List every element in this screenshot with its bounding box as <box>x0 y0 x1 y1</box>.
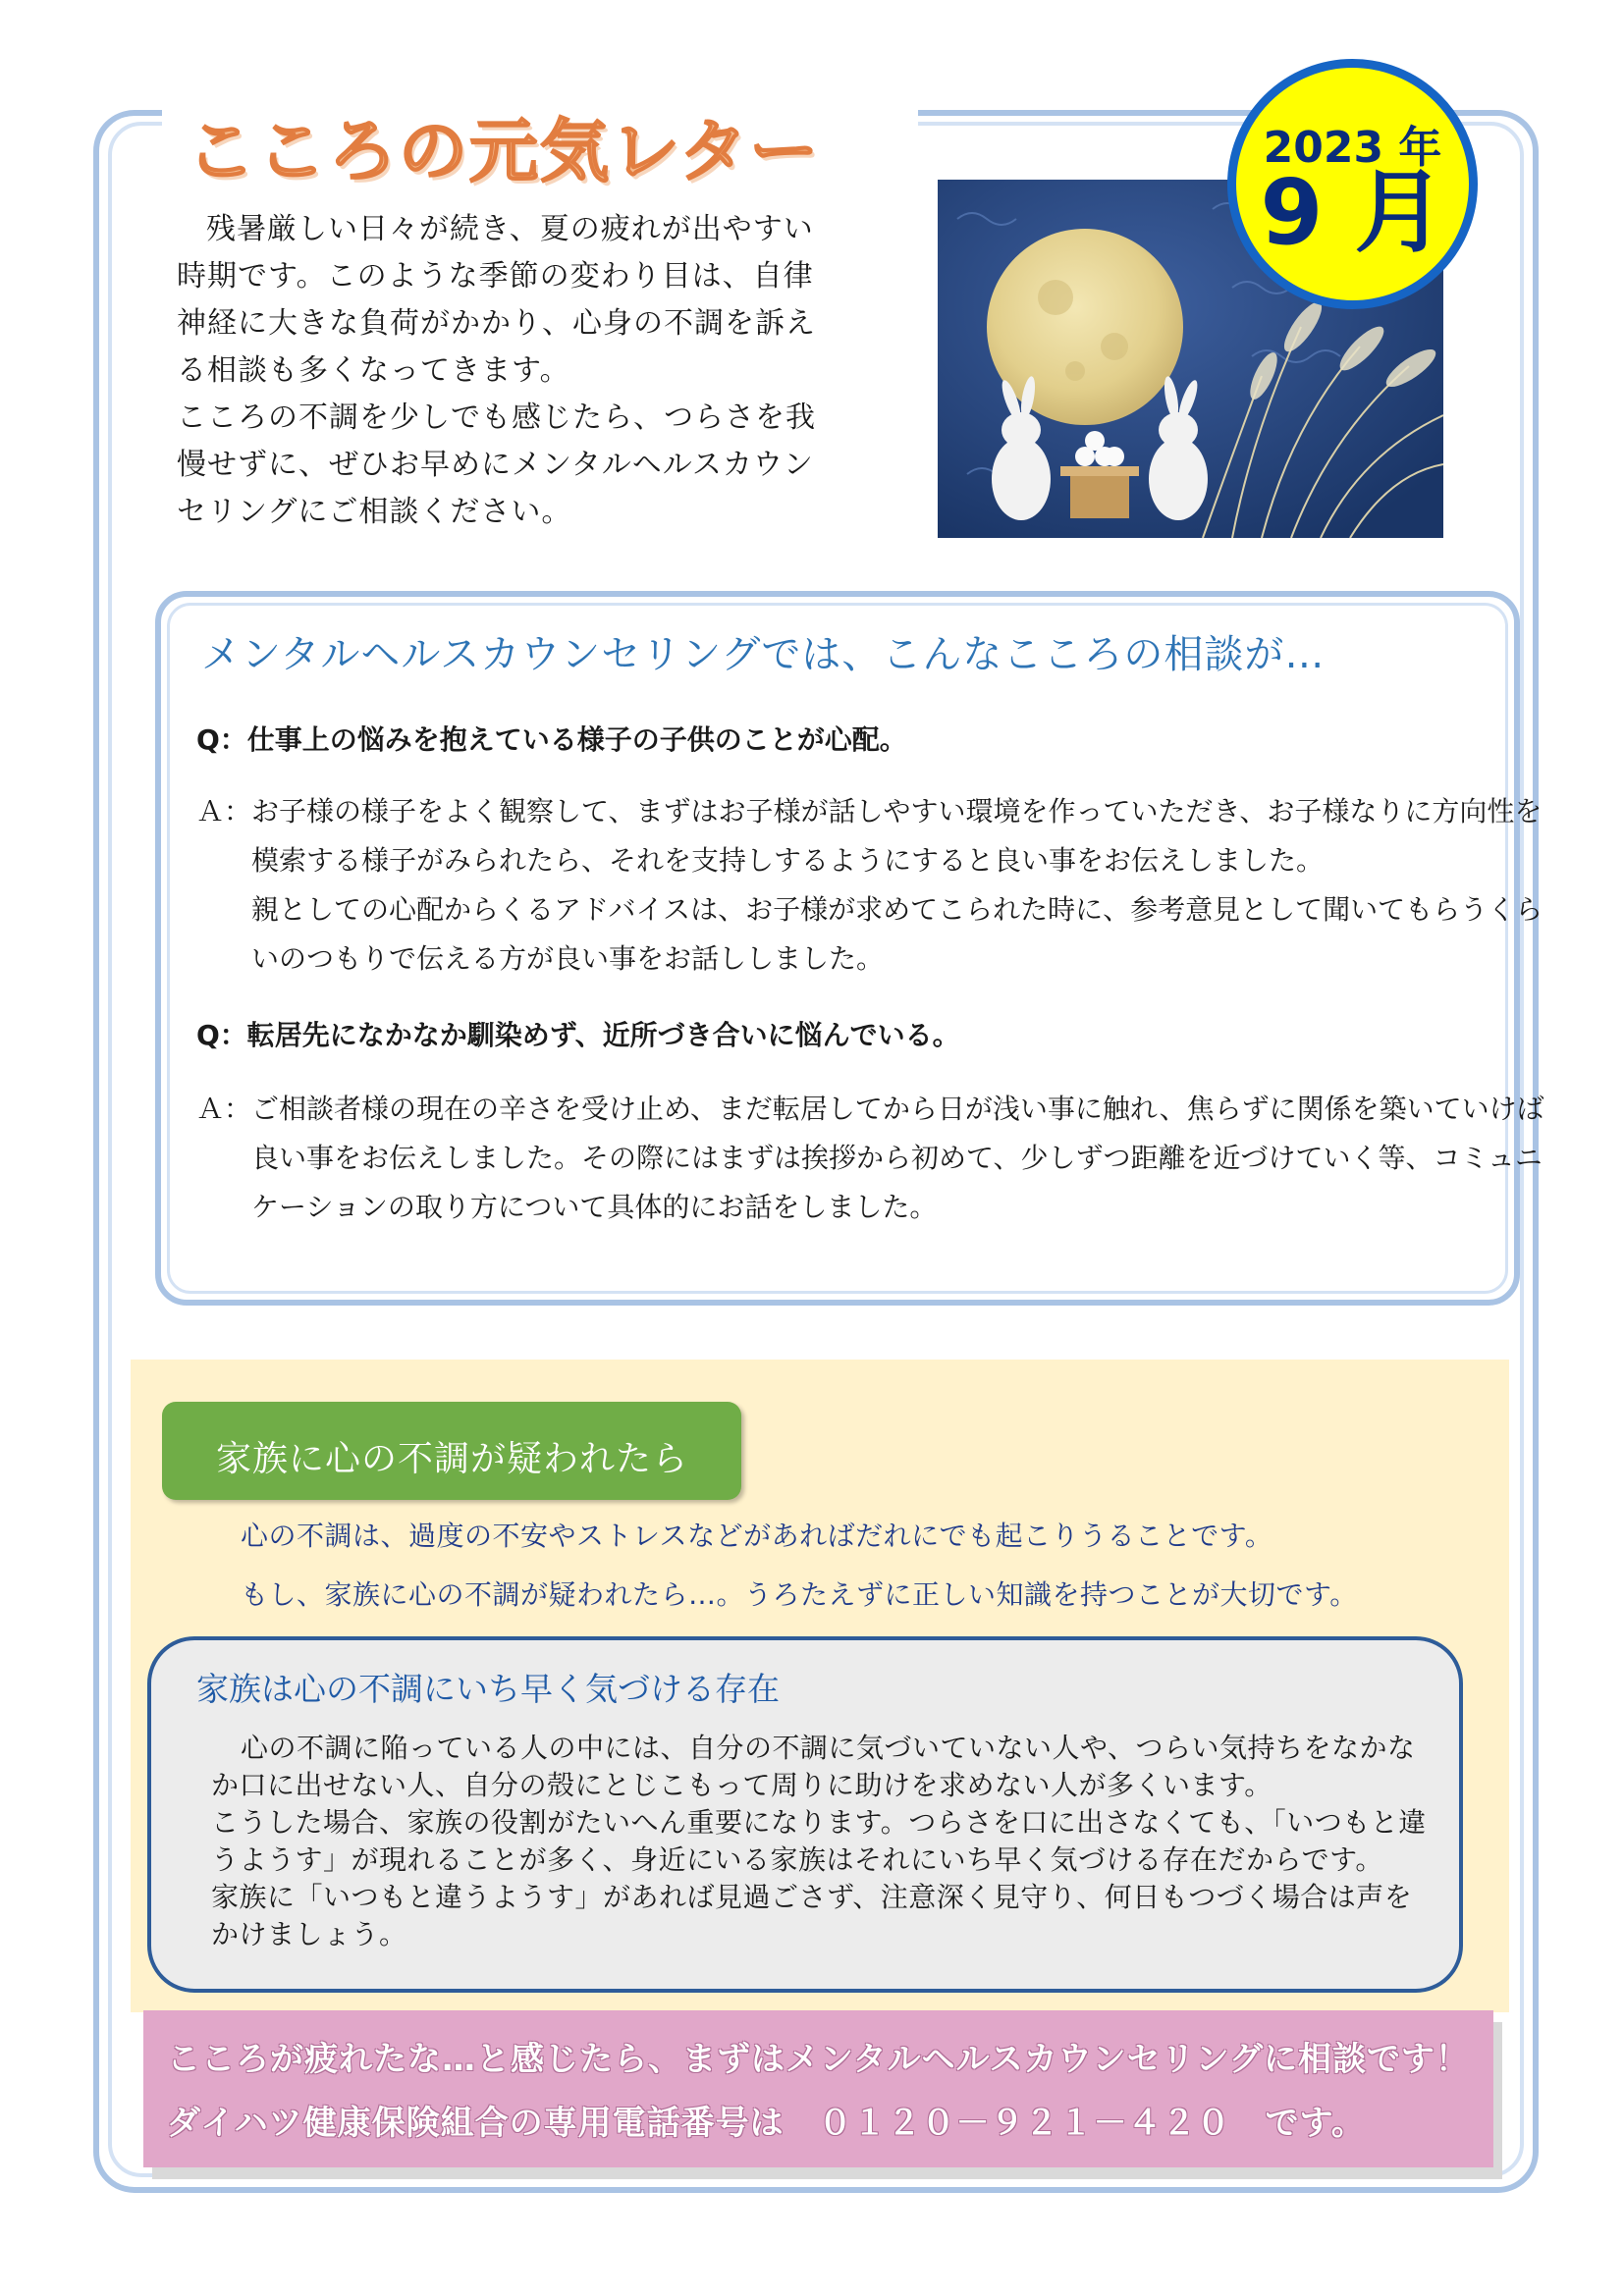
qa-question-2: Q：転居先になかなか馴染めず、近所づき合いに悩んでいる。 <box>196 1019 960 1051</box>
qa-question-1: Q：仕事上の悩みを抱えている様子の子供のことが心配。 <box>196 723 907 756</box>
aware-text: 心の不調に陥っている人の中には、自分の不調に気づいていない人や、つらい気持ちをなかなか口に出せない人、自分の殻にとじこもって周りに助けを求めない人が多くいます。 こうした場合、家族の役割がたいへん重要になります。つらさを口に出さなくても、「いつもと違うようす」が現れることが多く、身近にいる家族はそれにいち早く気づける存在だからです。 家族に「いつもと違うようす」があれば見過ごさず、注意深く見守り、何日もつづく場合は声をかけましょう。 <box>211 1732 1427 1950</box>
date-badge <box>1227 59 1478 309</box>
qa-heading: メンタルヘルスカウンセリングでは、こんなこころの相談が… <box>201 632 1326 677</box>
intro-paragraph: 残暑厳しい日々が続き、夏の疲れが出やすい時期です。このような季節の変わり目は、自律神経に大きな負荷がかかり、心身の不調を訴える相談も多くなってきます。 こころの不調を少しでも感じたら、つらさを我慢せずに、ぜひお早めにメンタルヘルスカウンセリングにご相談ください。 <box>177 212 816 529</box>
family-line-2: もし、家族に心の不調が疑われたら…。うろたえずに正しい知識を持つことが大切です。 <box>241 1578 1358 1611</box>
cta-phone-line: ダイハツ健康保険組合の専用電話番号は ０１２０－９２１－４２０ です。 <box>167 2104 1366 2143</box>
qa-answer-2: Ａ：ご相談者様の現在の辛さを受け止め、まだ転居してから日が浅い事に触れ、焦らずに関係を築いていけば良い事をお伝えしました。その際にはまずは挨拶から初めて、少しずつ距離を近づけていく等、コミュニケーションの取り方について具体的にお話をしました。 <box>196 1093 1544 1223</box>
qa-answer-1: Ａ：お子様の様子をよく観察して、まずはお子様が話しやすい環境を作っていただき、お子様なりに方向性を模索する様子がみられたら、それを支持しするようにすると良い事をお伝えしました。 親としての心配からくるアドバイスは、お子様が求めてこられた時に、参考意見として聞いてもらうくらいのつもりで伝える方が良い事をお話ししました。 <box>196 795 1543 975</box>
date-year: 2023 年 <box>1263 123 1442 173</box>
family-line-1: 心の不調は、過度の不安やストレスなどがあればだれにでも起こりうることです。 <box>241 1520 1273 1552</box>
full-moon <box>987 229 1183 425</box>
cta-line-1: こころが疲れたな…と感じたら、まずはメンタルヘルスカウンセリングに相談です！ <box>167 2040 1470 2079</box>
page-title: こころの元気レター <box>187 111 821 191</box>
aware-heading: 家族は心の不調にいち早く気づける存在 <box>196 1670 780 1708</box>
date-month: 9 月 <box>1260 160 1445 265</box>
family-tab-label: 家族に心の不調が疑われたら <box>216 1439 689 1479</box>
